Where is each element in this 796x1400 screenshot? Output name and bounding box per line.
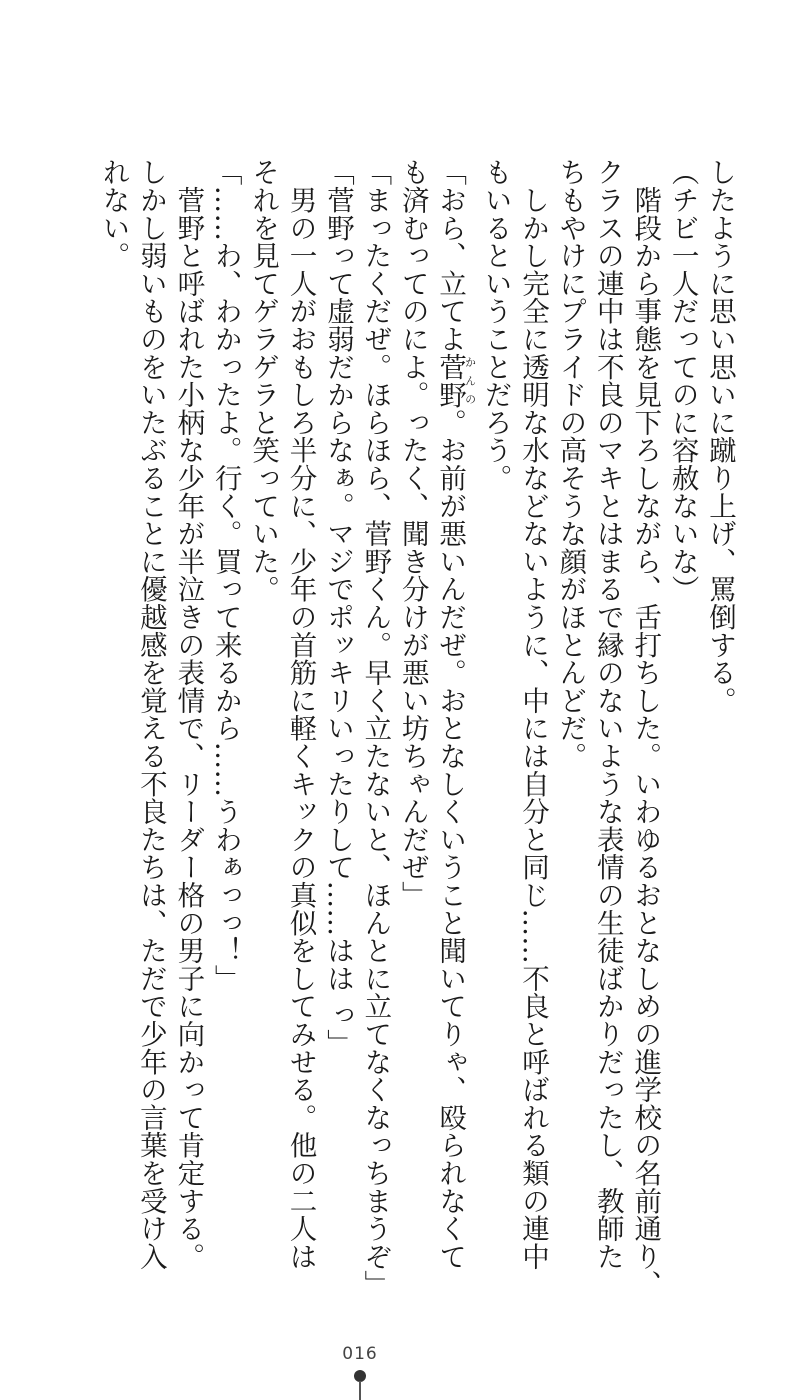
text-line: もいるということだろう。 bbox=[479, 158, 512, 492]
ruby-annotation bbox=[434, 352, 477, 409]
text-line: 男の一人がおもしろ半分に、少年の首筋に軽くキックの真似をしてみせる。他の二人は bbox=[284, 158, 317, 1270]
ruby-reading: かんの bbox=[463, 352, 477, 409]
text-line: 階段から事態を見下ろしながら、舌打ちした。いわゆるおとなしめの進学校の名前通り、 bbox=[629, 158, 662, 1298]
text-line: ちもやけにプライドの高そうな顔がほとんどだ。 bbox=[554, 158, 587, 770]
text-line: 「……わ、わかったよ。行く。買って来るから……うわぁっっ！」 bbox=[209, 158, 242, 992]
ruby-line-after: 。お前が悪いんだぜ。おとなしくいうこと聞いてりゃ、殴られなくて bbox=[434, 408, 467, 1271]
text-line: したように思い思いに蹴り上げ、罵倒する。 bbox=[704, 158, 736, 714]
text-line: しかし完全に透明な水などないように、中には自分と同じ……不良と呼ばれる類の連中 bbox=[516, 158, 549, 1270]
folio-rule-ornament bbox=[359, 1381, 361, 1400]
text-line: しかし弱いものをいたぶることに優越感を覚える不良たちは、ただで少年の言葉を受け入 bbox=[134, 158, 167, 1270]
text-line: （チビ一人だってのに容赦ないな） bbox=[666, 158, 699, 603]
text-line: それを見てゲラゲラと笑っていた。 bbox=[247, 158, 280, 603]
text-line: クラスの連中は不良のマキとはまるで縁のないような表情の生徒ばかりだったし、教師た bbox=[591, 158, 624, 1270]
text-line: 「菅野って虚弱だからなぁ。マジでポッキリいったりして……はは っ」 bbox=[321, 158, 354, 1057]
text-line: 菅野と呼ばれた小柄な少年が半泣きの表情で、リーダー格の男子に向かって肯定する。 bbox=[172, 158, 205, 1270]
vertical-text-block bbox=[94, 158, 738, 1298]
text-line: れない。 bbox=[97, 158, 130, 270]
text-line-with-ruby bbox=[431, 158, 477, 1271]
ruby-line-before: 「おら、立てよ bbox=[434, 158, 467, 353]
text-line: も済むってのによ。ったく、聞き分けが悪い坊ちゃんだぜ」 bbox=[396, 158, 429, 909]
page-number: 016 bbox=[342, 1344, 378, 1364]
text-line: 「まったくだぜ。ほらほら、菅野くん。早く立たないと、ほんとに立てなくなっちまうぞ」 bbox=[359, 158, 392, 1298]
ruby-base: 菅野 bbox=[434, 352, 467, 409]
